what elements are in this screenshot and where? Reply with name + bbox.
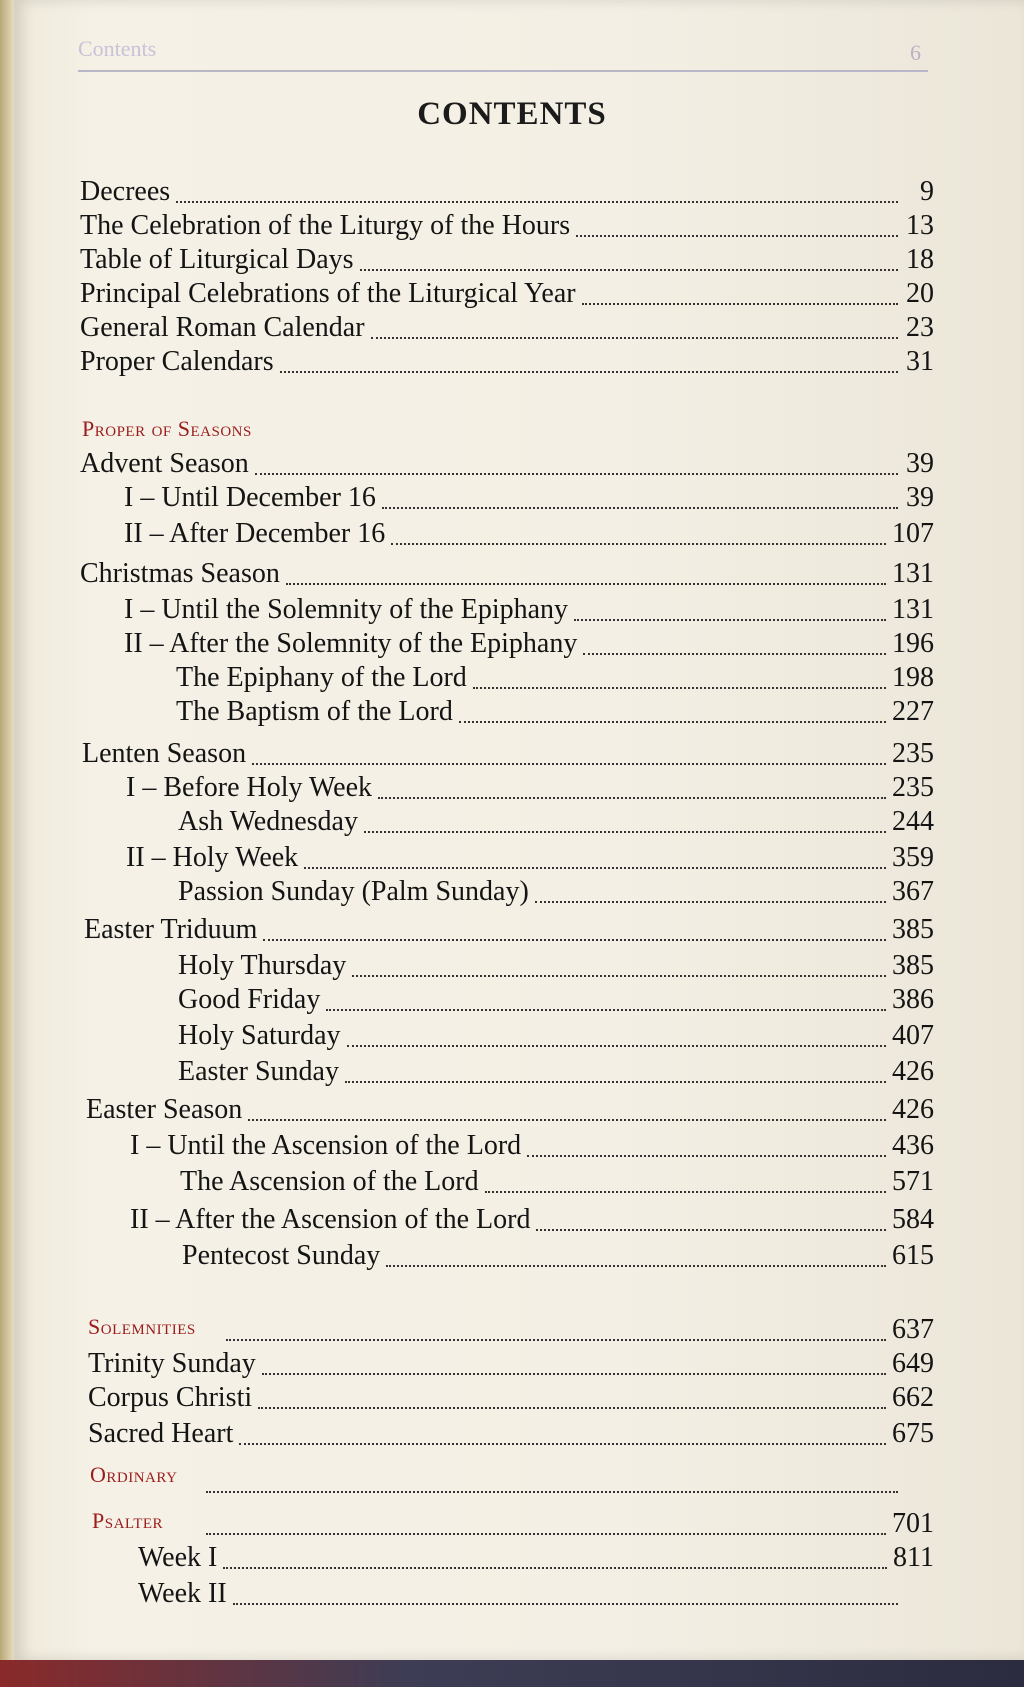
toc-entry: Sacred Heart 675 [88,1418,934,1449]
toc-entry: I – Until December 16 39 [124,482,934,513]
toc-entry: Trinity Sunday 649 [88,1348,934,1379]
toc-entry-table-days: Table of Liturgical Days 18 [80,244,934,275]
toc-entry: Easter Sunday 426 [178,1056,934,1087]
toc-entry-decrees: Decrees 9 [80,176,934,207]
running-head: Contents [78,36,157,61]
toc-entry: The Ascension of the Lord 571 [180,1166,934,1197]
toc-entry: Week II [138,1578,934,1612]
toc-entry: II – After December 16 107 [124,518,934,549]
toc-entry: Holy Thursday 385 [178,950,934,981]
section-heading-solemnities: Solemnities [88,1314,196,1339]
toc-entry-solemnities-page: 637 [220,1314,934,1348]
toc-entry: The Baptism of the Lord 227 [176,696,934,727]
toc-entry: II – After the Solemnity of the Epiphany 196 [124,628,934,659]
toc-entry-psalter-page: 701 [200,1508,934,1542]
toc-entry: Pentecost Sunday 615 [182,1240,934,1271]
toc-entry-ordinary-leader [200,1466,934,1500]
toc-entry: I – Until the Solemnity of the Epiphany 131 [124,594,934,625]
toc-entry: Holy Saturday 407 [178,1020,934,1051]
section-heading-ordinary: Ordinary [90,1462,178,1487]
toc-entry: Passion Sunday (Palm Sunday) 367 [178,876,934,907]
toc-entry: Ash Wednesday 244 [178,806,934,837]
toc-entry: Christmas Season 131 [80,558,934,589]
desk-edge [0,1660,1024,1687]
toc-entry-proper-calendars: Proper Calendars 31 [80,346,934,377]
toc-entry: Easter Triduum 385 [84,914,934,945]
toc-entry: II – Holy Week 359 [126,842,934,873]
toc-entry: The Epiphany of the Lord 198 [176,662,934,693]
section-heading-psalter: Psalter [92,1508,164,1533]
toc-entry: Week I 811 [138,1542,934,1573]
section-heading-proper-of-seasons: Proper of Seasons [82,416,252,441]
toc-entry: I – Until the Ascension of the Lord 436 [130,1130,934,1161]
header-page-number: 6 [910,40,921,65]
page-title: CONTENTS [417,96,607,132]
toc-entry-general-calendar: General Roman Calendar 23 [80,312,934,343]
book-spine [0,0,14,1687]
header-rule [78,70,928,72]
toc-entry: I – Before Holy Week 235 [126,772,934,803]
toc-entry-principal-celebrations: Principal Celebrations of the Liturgical Year 20 [80,278,934,309]
toc-entry: II – After the Ascension of the Lord 584 [130,1204,934,1235]
toc-entry: Corpus Christi 662 [88,1382,934,1413]
toc-entry: Easter Season 426 [86,1094,934,1125]
toc-entry: Lenten Season 235 [82,738,934,769]
toc-entry: Advent Season 39 [80,448,934,479]
toc-entry-celebration: The Celebration of the Liturgy of the Hours 13 [80,210,934,241]
toc-entry: Good Friday 386 [178,984,934,1015]
